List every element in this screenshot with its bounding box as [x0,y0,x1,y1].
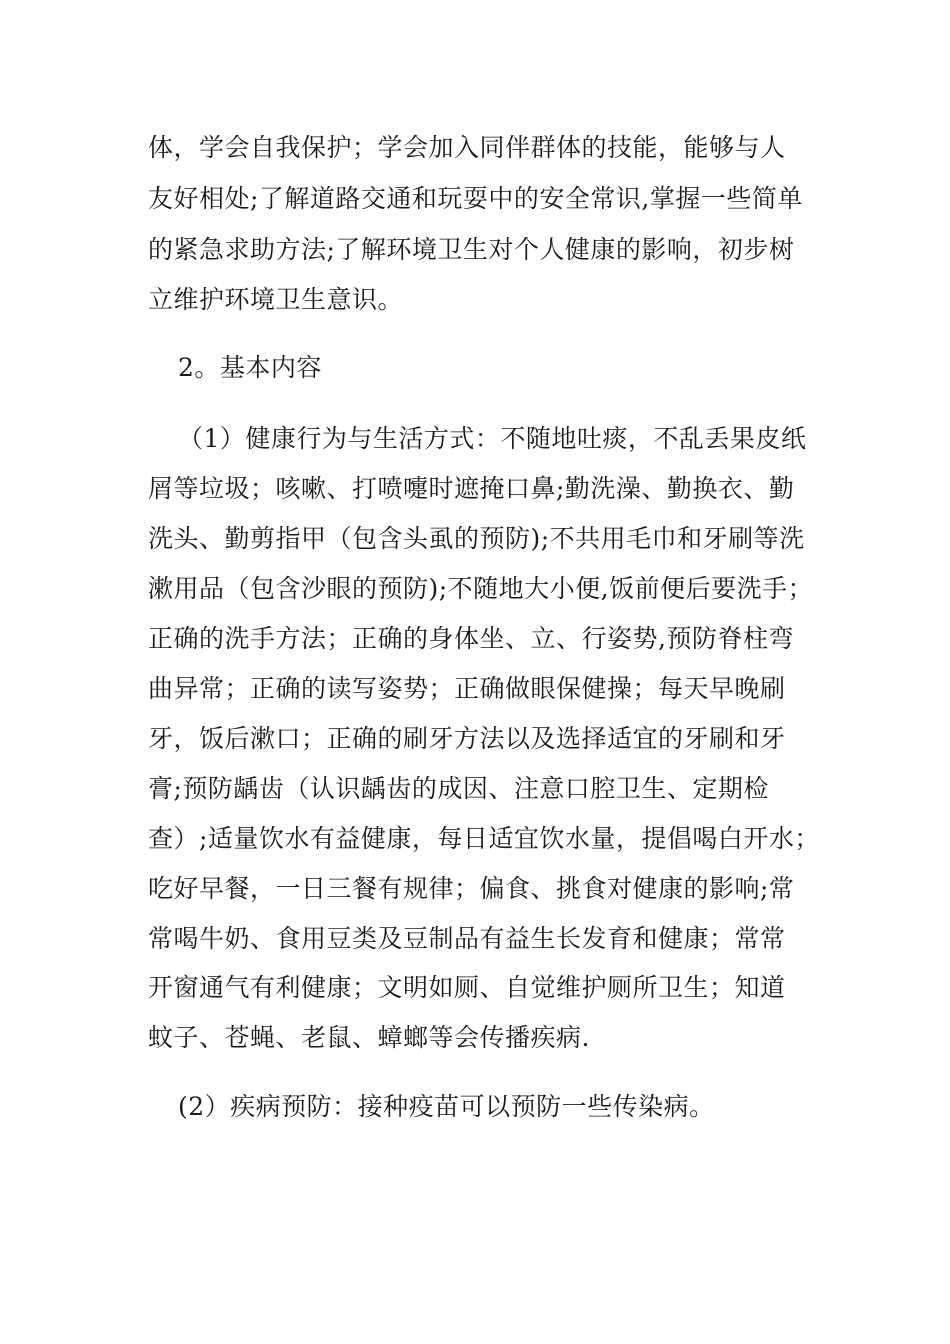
paragraph-line: 曲异常；正确的读写姿势；正确做眼保健操；每天早晚刷 [148,674,786,703]
paragraph-line: 常喝牛奶、食用豆类及豆制品有益生长发育和健康；常常 [148,924,786,953]
paragraph-line: 友好相处;了解道路交通和玩耍中的安全常识,掌握一些简单 [148,184,803,213]
paragraph-line: 吃好早餐，一日三餐有规律；偏食、挑食对健康的影响;常 [148,874,795,903]
paragraph-line: 蚊子、苍蝇、老鼠、蟑螂等会传播疾病. [148,1023,590,1052]
paragraph-line: （1）健康行为与生活方式：不随地吐痰，不乱丢果皮纸 [178,424,807,453]
paragraph-line: 洗头、勤剪指甲（包含头虱的预防);不共用毛巾和牙刷等洗 [148,524,805,553]
paragraph-line: 漱用品（包含沙眼的预防);不随地大小便,饭前便后要洗手； [148,574,814,603]
paragraph-line: 牙，饭后漱口；正确的刷牙方法以及选择适宜的牙刷和牙 [148,724,786,753]
paragraph-line: 查）;适量饮水有益健康，每日适宜饮水量，提倡喝白开水； [148,824,820,853]
paragraph-line: 开窗通气有利健康；文明如厕、自觉维护厕所卫生；知道 [148,973,786,1002]
paragraph-line: 屑等垃圾；咳嗽、打喷嚏时遮掩口鼻;勤洗澡、勤换衣、勤 [148,474,795,503]
paragraph-line: 膏;预防龋齿（认识龋齿的成因、注意口腔卫生、定期检 [148,774,769,803]
paragraph-line: 正确的洗手方法；正确的身体坐、立、行姿势,预防脊柱弯 [148,624,794,653]
paragraph-line: 的紧急求助方法;了解环境卫生对个人健康的影响，初步树 [148,235,795,264]
paragraph-line: (2）疾病预防：接种疫苗可以预防一些传染病。 [178,1092,715,1121]
section-heading: 2。基本内容 [178,353,322,382]
paragraph-line: 体，学会自我保护；学会加入同伴群体的技能，能够与人 [148,133,786,162]
paragraph-line: 立维护环境卫生意识。 [148,285,404,314]
